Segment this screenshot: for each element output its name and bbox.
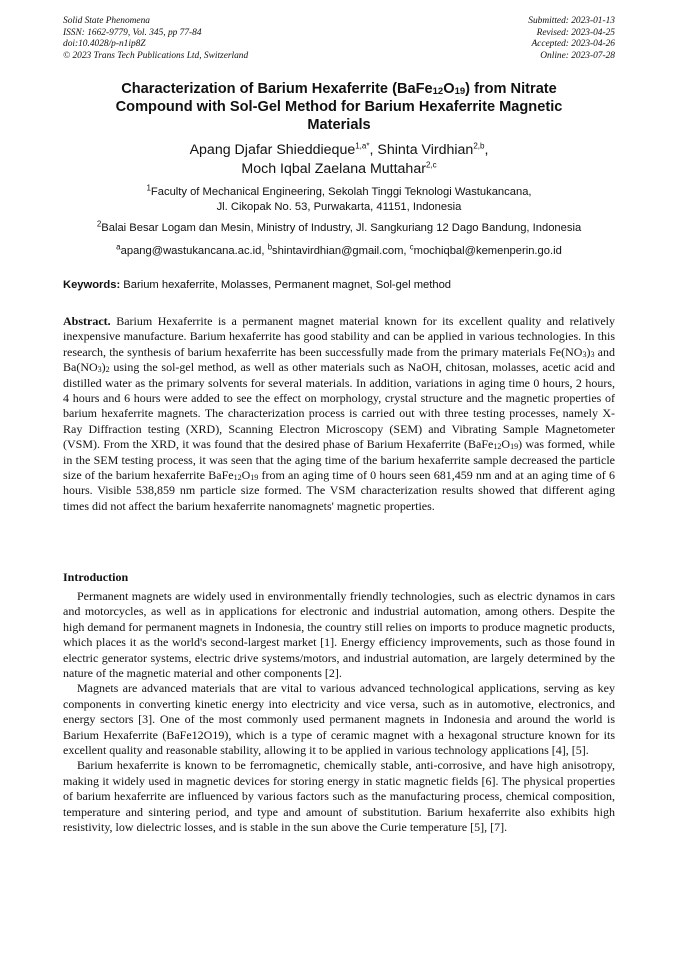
paper-title	[63, 80, 615, 134]
copyright-line: © 2023 Trans Tech Publications Ltd, Switzerland	[63, 50, 249, 61]
accepted-date: Accepted: 2023-04-26	[531, 39, 615, 50]
journal-header-left	[63, 16, 248, 62]
title-subscript: 19	[454, 86, 466, 97]
email-address: mochiqbal@kemenperin.go.id	[413, 245, 562, 257]
abstract-text: and Ba(NO	[63, 344, 615, 375]
introduction-paragraph-2: Magnets are advanced materials that are vital to various advanced technological applications, serving as key components in converting kinetic energy into electricity and vice versa, such as in automotive, electronics, and energy sectors [3]. One of the most commonly used permanent magnets in Indonesia and around the world is Barium Hexaferrite (BaFe12O19), which is a type of ceramic magnet with a hexagonal structure known for its excellent quality and reasonable stability, allowing it to be applied in various technology applications [4], [5].	[63, 681, 615, 758]
affiliation-text: Balai Besar Logam dan Mesin, Ministry of Industry, Jl. Sangkuriang 12 Dago Bandung, Indonesia	[101, 222, 582, 234]
affiliation-1-line-1	[63, 185, 615, 200]
abstract-text: )	[586, 344, 591, 359]
abstract-paragraph	[63, 314, 615, 514]
formula-subscript: 2	[105, 365, 110, 375]
abstract-label: Abstract.	[63, 314, 111, 328]
formula-subscript: 12	[233, 473, 242, 483]
affiliation-text: Faculty of Mechanical Engineering, Sekolah Tinggi Teknologi Wastukancana,	[150, 186, 532, 198]
email-address: shintavirdhian@gmail.com,	[272, 245, 410, 257]
author-list	[63, 141, 615, 179]
author-emails	[63, 244, 615, 259]
affiliation-1-line-2: Jl. Cikopak No. 53, Purwakarta, 41151, Indonesia	[216, 201, 462, 213]
keywords-line	[63, 278, 615, 293]
title-text: Characterization of Barium Hexaferrite (BaFe	[121, 81, 433, 97]
section-heading-introduction: Introduction	[63, 570, 129, 584]
title-line-3: Materials	[307, 117, 371, 133]
abstract-text: using the sol-gel method, as well as other materials such as NaOH, chitosan, molasses, acetic acid and distilled water as the primary solvents for several materials. In addition, variations in aging time 0 hours, 2 hours, 4 hours and 6 hours were added to see the effect on morphology, crystal structure and the magnetic properties of barium hexaferrite magnets. The characterization process is carried out with three testing processes, namely X-Ray Diffraction testing (XRD), Scanning Electron Microscopy (SEM) and Vibrating Sample Magnetometer (VSM). From the XRD, it was found that the desired phase of Barium Hexaferrite (BaFe	[63, 360, 615, 452]
introduction-body	[63, 589, 615, 836]
keywords-label: Keywords:	[63, 279, 121, 291]
submitted-date: Submitted: 2023-01-13	[528, 16, 615, 26]
author-separator: ,	[484, 142, 489, 158]
author-name: Moch Iqbal Zaelana Muttahar	[241, 161, 426, 177]
affiliation-2	[63, 221, 615, 236]
formula-subscript: 3	[590, 349, 595, 359]
title-subscript: 12	[432, 86, 444, 97]
issn-line: ISSN: 1662-9779, Vol. 345, pp 77-84	[63, 27, 202, 38]
formula-subscript: 19	[510, 442, 519, 452]
abstract-text: Barium Hexaferrite is a permanent magnet material known for its excellent quality and relatively inexpensive manufacture. Barium hexaferrite has good stability and can be applied in various technologies. In this research, the synthesis of barium hexaferrite has been successfully made from the primary materials Fe(NO	[63, 314, 615, 359]
affiliation-mark: 2	[96, 219, 102, 229]
author-affiliation-mark: 1,a*	[355, 141, 370, 151]
author-line-2	[63, 160, 615, 179]
formula-subscript: 3	[582, 349, 587, 359]
journal-header-right	[528, 16, 615, 62]
online-date: Online: 2023-07-28	[540, 50, 615, 61]
author-separator: ,	[369, 142, 378, 158]
introduction-paragraph-1: Permanent magnets are widely used in environmentally friendly technologies, such as electric dynamos in cars and motorcycles, as well as in applications for electronic and industrial automation, among others. Despite the high demand for permanent magnets in Indonesia, the country still relies on imports to produce magnetic products, which places it as the world's second-largest market [1]. Energy efficiency improvements, such as those found in electric generator systems, electric drive systems/motors, and industrial automation, are largely determined by the nature of the magnetic material and other components [2].	[63, 589, 615, 681]
abstract-text: from an aging time of 0 hours seen 681,459 nm and at an aging time of 6 hours. Visible 538,859 nm particle size formed. The VSM characterization results showed that different aging times did not affect the barium hexaferrite nanomagnets' magnetic properties.	[63, 468, 615, 513]
title-line-1	[63, 80, 615, 98]
email-address: apang@wastukancana.ac.id,	[120, 245, 268, 257]
email-mark: b	[267, 242, 273, 252]
author-affiliation-mark: 2,c	[425, 160, 437, 170]
affiliation-1	[63, 185, 615, 215]
formula-subscript: 3	[97, 365, 102, 375]
formula-subscript: 12	[493, 442, 502, 452]
author-line-1	[63, 141, 615, 160]
title-line-2: Compound with Sol-Gel Method for Barium Hexaferrite Magnetic	[115, 99, 563, 115]
doi-line: doi:10.4028/p-n1ip8Z	[63, 39, 146, 50]
revised-date: Revised: 2023-04-25	[536, 27, 615, 38]
keywords-text: Barium hexaferrite, Molasses, Permanent magnet, Sol-gel method	[120, 279, 452, 291]
abstract-text: )	[101, 360, 106, 375]
introduction-paragraph-3: Barium hexaferrite is known to be ferromagnetic, chemically stable, anti-corrosive, and have high anisotropy, making it widely used in magnetic devices for storing energy in static magnetic fields [6]. The physical properties of barium hexaferrite are influenced by various factors such as the manufacturing process, chemical composition, temperature and sintering period, and type and amount of substitution. Barium hexaferrite also exhibits high resistivity, low dielectric losses, and is stable in the sun above the Curie temperature [5], [7].	[63, 758, 615, 835]
author-name: Shinta Virdhian	[377, 142, 474, 158]
abstract-text: ) was formed, while in the SEM testing process, it was seen that the aging time of the barium hexaferrite sample decreased the particle size of the barium hexaferrite BaFe	[63, 437, 615, 483]
abstract-text: O	[501, 437, 511, 452]
email-mark: a	[116, 242, 121, 252]
email-mark: c	[409, 242, 414, 252]
author-affiliation-mark: 2,b	[473, 141, 485, 151]
title-text: ) from Nitrate	[465, 81, 557, 97]
abstract-text: O	[241, 468, 251, 483]
title-text: O	[443, 81, 455, 97]
formula-subscript: 19	[250, 473, 259, 483]
journal-name: Solid State Phenomena	[63, 16, 150, 26]
affiliation-mark: 1	[146, 183, 151, 193]
author-name: Apang Djafar Shieddieque	[189, 142, 356, 158]
